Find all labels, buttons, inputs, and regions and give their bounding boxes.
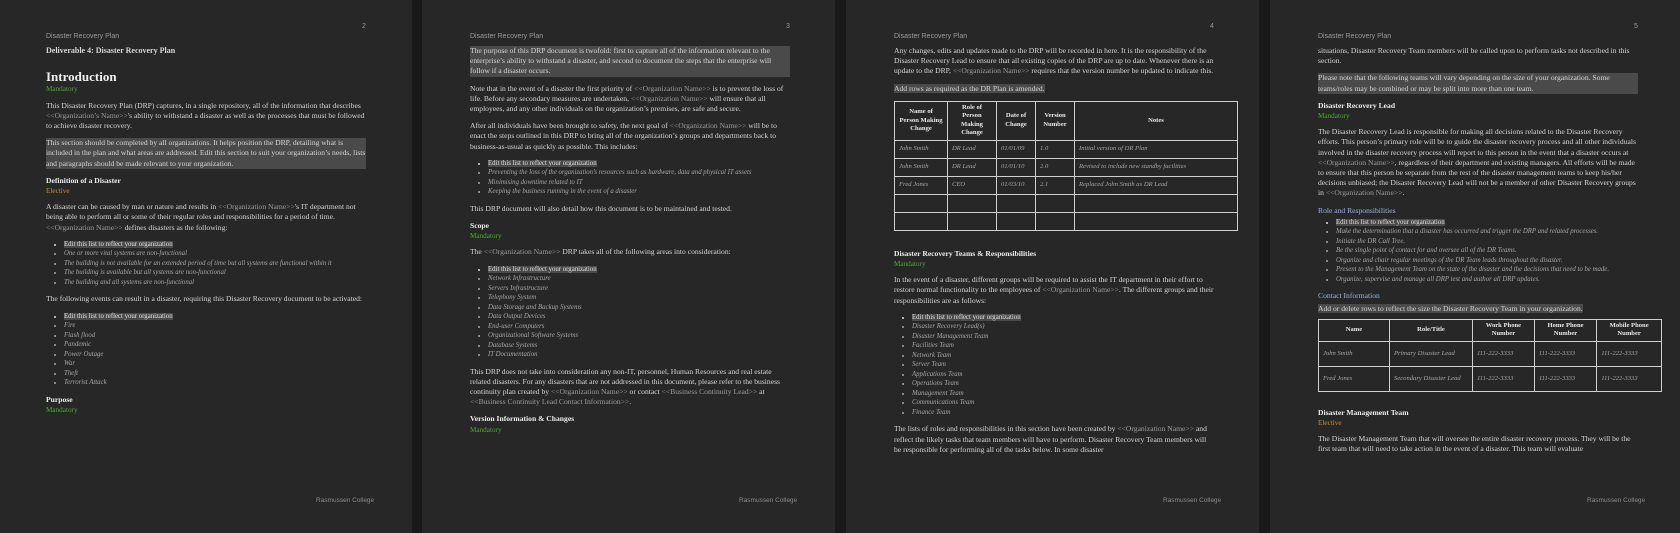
table-cell: 111-222-3333 bbox=[1473, 341, 1535, 366]
section-tag: Mandatory bbox=[46, 85, 78, 94]
section-heading: Scope bbox=[470, 221, 489, 231]
paragraph: The <<Organization Name>> DRP takes all of the following areas into consideration: bbox=[470, 247, 731, 257]
paragraph: After all individuals have been brought to safety, the next goal of <<Organization Name>> will be to enact the steps outlined in this DRP to bring all of the organization’s groups and departments back to business-as-usual as quickly as possible. This includes: bbox=[470, 121, 777, 151]
table-header: Notes bbox=[1075, 101, 1238, 140]
table-header: Home Phone Number bbox=[1534, 319, 1596, 341]
paragraph: The Disaster Recovery Lead is responsible for making all decisions related to the Disaster Recovery efforts. This person’s primary role will be to guide the disaster recovery process and all other individuals involved in the disaster recovery process will report to this person in the event that a disaster occurs at <<Organization Name>>, regardless of their department and existing managers. All efforts will be made to ensure that this person be separate from the rest of the disaster management teams to keep his/her decisions unbiased; the Disaster Recovery Lead will not be a member of other Disaster Recovery groups in <<Organization Name>>. bbox=[1318, 127, 1636, 198]
table-cell: 01/01/09 bbox=[997, 140, 1036, 158]
table-cell: 111-222-3333 bbox=[1597, 366, 1662, 391]
section-tag: Mandatory bbox=[470, 425, 502, 434]
table-row bbox=[1319, 366, 1662, 391]
list-item: • Applications Team bbox=[912, 370, 1214, 380]
page-gap bbox=[1259, 0, 1270, 533]
list-item: • Communications Team bbox=[912, 398, 1214, 408]
list-item: • Power Outage bbox=[64, 350, 366, 360]
section-tag: Elective bbox=[46, 187, 70, 196]
section-title: Introduction bbox=[46, 69, 117, 85]
table-row bbox=[1319, 341, 1662, 366]
section-tag: Mandatory bbox=[894, 260, 926, 269]
table-cell bbox=[1075, 194, 1238, 212]
section-heading: Definition of a Disaster bbox=[46, 175, 121, 185]
table-cell bbox=[997, 212, 1036, 230]
page-number: 2 bbox=[362, 23, 366, 30]
bullet-list bbox=[1318, 218, 1638, 285]
table-header: Role/Title bbox=[1390, 319, 1473, 341]
list-item: • Edit this list to reflect your organization bbox=[64, 240, 366, 250]
paragraph: This Disaster Recovery Plan (DRP) captures, in a single repository, all of the information that describes <<Organization’s Name>>'s ability to withstand a disaster as well as the processes that must be followed to achieve disaster recovery. bbox=[46, 100, 365, 131]
section-heading: Purpose bbox=[46, 394, 73, 404]
page-footer: Rasmussen College bbox=[739, 497, 798, 504]
table-header: Name bbox=[1319, 319, 1390, 341]
table-header: Version Number bbox=[1036, 101, 1075, 140]
running-header: Disaster Recovery Plan bbox=[894, 33, 968, 40]
running-header: Disaster Recovery Plan bbox=[470, 33, 544, 40]
list-item: • Organizational Software Systems bbox=[488, 331, 790, 341]
table-header: Mobile Phone Number bbox=[1597, 319, 1662, 341]
table-row bbox=[895, 176, 1238, 194]
table-cell: 111-222-3333 bbox=[1534, 366, 1596, 391]
list-item: • Keeping the business running in the event of a disaster bbox=[488, 187, 790, 197]
list-item: • Edit this list to reflect your organization bbox=[488, 159, 790, 169]
list-item: • Make the determination that a disaster has occurred and trigger the DRP and related processes. bbox=[1336, 227, 1638, 237]
list-item: • War bbox=[64, 359, 366, 369]
version-table bbox=[894, 101, 1238, 231]
contact-table bbox=[1318, 319, 1662, 392]
list-item: • Server Team bbox=[912, 360, 1214, 370]
list-item: • Operations Team bbox=[912, 379, 1214, 389]
list-item: • Terrorist Attack bbox=[64, 378, 366, 388]
list-item: • Theft bbox=[64, 369, 366, 379]
list-item: • Be the single point of contact for and oversee all of the DR Teams. bbox=[1336, 246, 1638, 256]
list-item: • Present to the Management Team on the state of the disaster and the decisions that need to be made. bbox=[1336, 265, 1638, 275]
list-item: • Finance Team bbox=[912, 408, 1214, 418]
document-page bbox=[422, 0, 835, 533]
running-header: Disaster Recovery Plan bbox=[46, 33, 120, 40]
page-number: 5 bbox=[1634, 23, 1638, 30]
table-cell bbox=[948, 212, 997, 230]
bullet-list bbox=[46, 240, 366, 288]
section-heading: Version Information & Changes bbox=[470, 414, 575, 424]
list-item: • Management Team bbox=[912, 389, 1214, 399]
table-cell: 2.1 bbox=[1036, 176, 1075, 194]
table-header: Name of Person Making Change bbox=[895, 101, 948, 140]
table-cell: Revised to include new standby facilities bbox=[1075, 158, 1238, 176]
instruction-paragraph: Please note that the following teams will vary depending on the size of your organization. Some teams/roles may be combined or may be split into more than one team. bbox=[1318, 73, 1638, 93]
list-item: • Data Output Devices bbox=[488, 312, 790, 322]
section-tag: Mandatory bbox=[46, 405, 78, 414]
table-cell: 111-222-3333 bbox=[1534, 341, 1596, 366]
document-page bbox=[0, 0, 412, 533]
paragraph: This DRP does not take into consideration any non-IT, personnel, Human Resources and real estate related disasters. For any disasters that are not addressed in this document, please refer to the business continuity plan created by <<Organization Name>> or contact <<Business Continuity Lead>> at <<Business Continuity Lead Contact Information>>. bbox=[470, 366, 780, 407]
section-heading: Disaster Management Team bbox=[1318, 407, 1409, 417]
deliverable-title: Deliverable 4: Disaster Recovery Plan bbox=[46, 46, 176, 55]
paragraph: situations, Disaster Recovery Team members will be called upon to perform tasks not described in this section. bbox=[1318, 46, 1630, 66]
list-item: • Minimising downtime related to IT bbox=[488, 178, 790, 188]
list-item: • Flash flood bbox=[64, 331, 366, 341]
table-header: Date of Change bbox=[997, 101, 1036, 140]
paragraph: A disaster can be caused by man or nature and results in <<Organization Name>>'s IT department not being able to perform all or some of their regular roles and responsibilities for a period of time. <<Organization Name>> defines disasters as the following: bbox=[46, 202, 356, 232]
list-item: • Pandemic bbox=[64, 340, 366, 350]
table-cell: DR Lead bbox=[948, 140, 997, 158]
table-row bbox=[895, 212, 1238, 230]
subsection-heading: Contact Information bbox=[1318, 291, 1380, 301]
table-cell: John Smith bbox=[895, 140, 948, 158]
list-item: • Servers Infrastructure bbox=[488, 284, 790, 294]
list-item: • Edit this list to reflect your organization bbox=[64, 312, 366, 322]
table-row bbox=[895, 194, 1238, 212]
section-tag: Mandatory bbox=[470, 232, 502, 241]
section-heading: Disaster Recovery Lead bbox=[1318, 100, 1396, 110]
table-header: Work Phone Number bbox=[1473, 319, 1535, 341]
list-item: • Data Storage and Backup Systems bbox=[488, 303, 790, 313]
table-cell bbox=[895, 194, 948, 212]
paragraph: In the event of a disaster, different groups will be required to assist the IT department in their effort to restore normal functionality to the employees of <<Organization Name>>. The different groups and their responsibilities are as follows: bbox=[894, 275, 1214, 305]
table-cell: 01/03/10 bbox=[997, 176, 1036, 194]
bullet-list bbox=[894, 313, 1214, 418]
table-cell: 1.0 bbox=[1036, 140, 1075, 158]
instruction-paragraph: The purpose of this DRP document is twofold: first to capture all of the information relevant to the enterprise’s ability to withstand a disaster, and second to document the steps that the enterprise will follow if a disaster occurs. bbox=[470, 46, 790, 77]
paragraph: Note that in the event of a disaster the first priority of <<Organization Name>> is to prevent the loss of life. Before any secondary measures are undertaken, <<Organization Name>> will ensure that all employees, and any other individuals on the organization’s premises, are safe and secure. bbox=[470, 83, 784, 114]
list-item: • The building and all systems are non-functional bbox=[64, 278, 366, 288]
table-cell: CEO bbox=[948, 176, 997, 194]
table-cell bbox=[1036, 194, 1075, 212]
table-row bbox=[895, 158, 1238, 176]
table-cell bbox=[1036, 212, 1075, 230]
paragraph: The Disaster Management Team that will oversee the entire disaster recovery process. They will be the first team that will need to take action in the event of a disaster. This team will evaluate bbox=[1318, 434, 1631, 454]
list-item: • Network Infrastructure bbox=[488, 274, 790, 284]
list-item: • Facilities Team bbox=[912, 341, 1214, 351]
table-row bbox=[895, 140, 1238, 158]
list-item: • Network Team bbox=[912, 351, 1214, 361]
page-gap bbox=[835, 0, 846, 533]
table-cell bbox=[948, 194, 997, 212]
list-item: • The building is available but all systems are non-functional bbox=[64, 268, 366, 278]
section-heading: Disaster Recovery Teams & Responsibilities bbox=[894, 248, 1037, 258]
list-item: • Telephony System bbox=[488, 293, 790, 303]
table-cell: Fred Jones bbox=[895, 176, 948, 194]
paragraph: The lists of roles and responsibilities in this section have been created by <<Organization Name>> and reflect the likely tasks that team members will have to perform. Disaster Recovery Team members will be responsible for performing all of the tasks below. In some disaster bbox=[894, 424, 1207, 454]
list-item: • Disaster Recovery Lead(s) bbox=[912, 322, 1214, 332]
table-cell: Primary Disaster Lead bbox=[1390, 341, 1473, 366]
page-number: 3 bbox=[786, 23, 790, 30]
section-tag: Elective bbox=[1318, 418, 1342, 427]
document-page bbox=[1270, 0, 1680, 533]
table-cell: Replaced John Smith as DR Lead bbox=[1075, 176, 1238, 194]
instruction-paragraph: Add or delete rows to reflect the size the Disaster Recovery Team in your organization. bbox=[1318, 303, 1583, 313]
bullet-list bbox=[470, 159, 790, 197]
list-item: • Edit this list to reflect your organization bbox=[488, 265, 790, 275]
bullet-list bbox=[46, 312, 366, 388]
list-item: • Initiate the DR Call Tree. bbox=[1336, 237, 1638, 247]
bullet-list bbox=[470, 265, 790, 360]
table-cell: Initial version of DR Plan bbox=[1075, 140, 1238, 158]
page-footer: Rasmussen College bbox=[316, 497, 375, 504]
paragraph: The following events can result in a disaster, requiring this Disaster Recovery document to be activated: bbox=[46, 294, 363, 304]
list-item: • Database Systems bbox=[488, 341, 790, 351]
paragraph: This DRP document will also detail how this document is to be maintained and tested. bbox=[470, 203, 732, 213]
page-number: 4 bbox=[1210, 23, 1214, 30]
table-cell: John Smith bbox=[895, 158, 948, 176]
table-cell: 2.0 bbox=[1036, 158, 1075, 176]
table-cell bbox=[997, 194, 1036, 212]
table-cell bbox=[895, 212, 948, 230]
subsection-heading: Role and Responsibilities bbox=[1318, 205, 1396, 215]
list-item: • Preventing the loss of the organization’s resources such as hardware, data and physical IT assets bbox=[488, 168, 790, 178]
list-item: • End-user Computers bbox=[488, 322, 790, 332]
table-header: Role of Person Making Change bbox=[948, 101, 997, 140]
instruction-paragraph: This section should be completed by all organizations. It helps position the DRP, detailing what is included in the plan and what areas are addressed. Edit this section to suit your organization’s needs, lists and paragraphs should be made relevant to your organization. bbox=[46, 138, 366, 168]
table-cell: 111-222-3333 bbox=[1473, 366, 1535, 391]
running-header: Disaster Recovery Plan bbox=[1318, 33, 1392, 40]
list-item: • IT Documentation bbox=[488, 350, 790, 360]
paragraph: Any changes, edits and updates made to the DRP will be recorded in here. It is the responsibility of the Disaster Recovery Lead to ensure that all existing copies of the DRP are up to date. Whenever there is an update to the DRP, <<Organization Name>> requires that the version number be updated to indicate this. bbox=[894, 46, 1214, 76]
table-cell: 01/01/10 bbox=[997, 158, 1036, 176]
list-item: • Edit this list to reflect your organization bbox=[1336, 218, 1638, 228]
list-item: • One or more vital systems are non-functional bbox=[64, 249, 366, 259]
list-item: • The building is not available for an extended period of time but all systems are functional within it bbox=[64, 259, 366, 269]
table-cell: John Smith bbox=[1319, 341, 1390, 366]
table-cell: DR Lead bbox=[948, 158, 997, 176]
list-item: • Organize, supervise and manage all DRP test and author all DRP updates. bbox=[1336, 275, 1638, 285]
section-tag: Mandatory bbox=[1318, 112, 1350, 121]
list-item: • Edit this list to reflect your organization bbox=[912, 313, 1214, 323]
list-item: • Fire bbox=[64, 321, 366, 331]
list-item: • Organize and chair regular meetings of the DR Team leads throughout the disaster. bbox=[1336, 256, 1638, 266]
table-cell bbox=[1075, 212, 1238, 230]
page-gap bbox=[412, 0, 422, 533]
table-cell: Secondary Disaster Lead bbox=[1390, 366, 1473, 391]
table-cell: Fred Jones bbox=[1319, 366, 1390, 391]
page-footer: Rasmussen College bbox=[1163, 497, 1222, 504]
instruction-paragraph: Add rows as required as the DR Plan is amended. bbox=[894, 83, 1045, 93]
page-footer: Rasmussen College bbox=[1587, 497, 1646, 504]
document-page bbox=[846, 0, 1259, 533]
table-cell: 111-222-3333 bbox=[1597, 341, 1662, 366]
list-item: • Disaster Management Team bbox=[912, 332, 1214, 342]
